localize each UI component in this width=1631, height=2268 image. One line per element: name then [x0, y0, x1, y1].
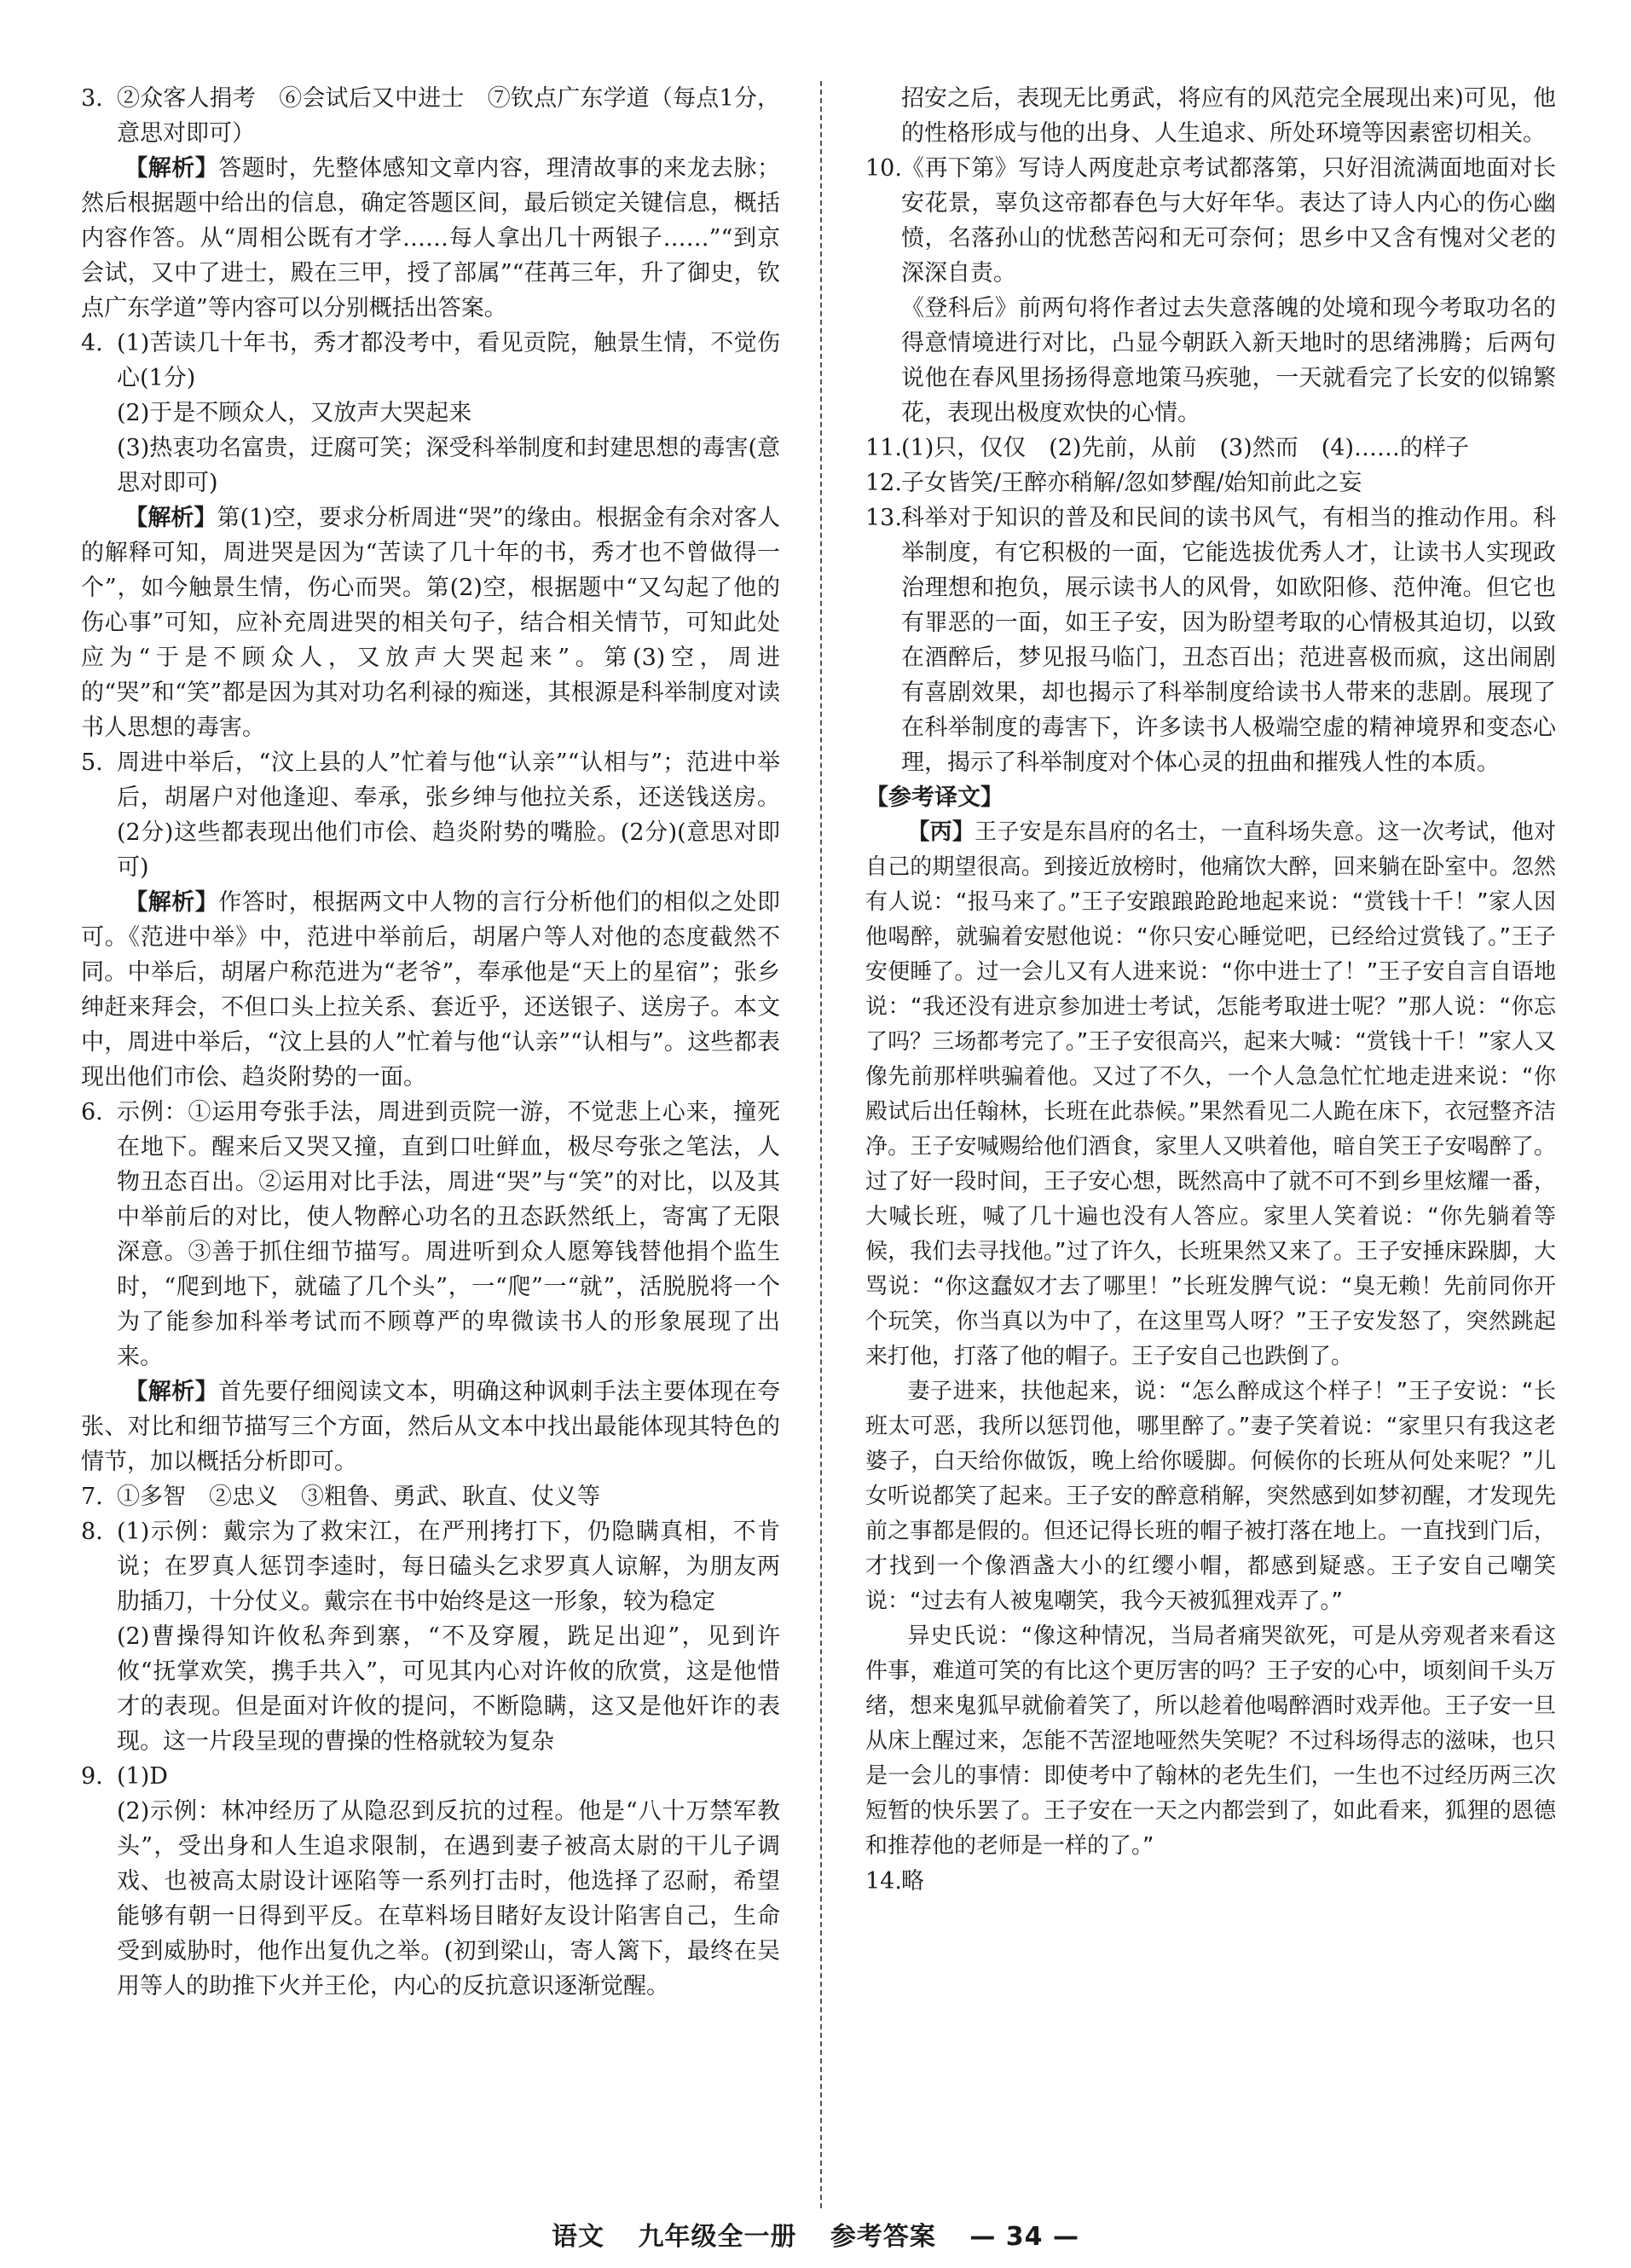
answer-text: ②众客人捐考 ⑥会试后又中进士 ⑦钦点广东学道（每点1分，意思对即可） — [117, 85, 780, 147]
answer-item-7 — [81, 1479, 780, 1514]
answer-text: (1)D — [117, 1763, 168, 1790]
answer-item-11 — [865, 431, 1556, 466]
answer-text: 招安之后，表现无比勇武，将应有的风范完全展现出来)可见，他的性格形成与他的出身、人生追求、所处环境等因素密切相关。 — [901, 85, 1556, 147]
answer-text: (2)示例：林冲经历了从隐忍到反抗的过程。他是“八十万禁军教头”，受出身和人生追求限制，在遇到妻子被高太尉的干儿子调戏、也被高太尉设计诬陷等一系列打击时，他选择了忍耐，希望能够有朝一日得到平反。在草料场目睹好友设计陷害自己，生命受到威胁时，他作出复仇之举。(初到梁山，寄人篱下，最终在吴用等人的助推下火并王伦，内心的反抗意识逐渐觉醒。 — [117, 1798, 780, 1999]
answer-item-9 — [81, 1759, 780, 2004]
page-footer — [0, 2215, 1631, 2253]
analysis-text: 作答时，根据两文中人物的言行分析他们的相似之处即可。《范进中举》中，范进中举前后，胡屠户等人对他的态度截然不同。中举后，胡屠户称范进为“老爷”，奉承他是“天上的星宿”；张乡绅赶来拜会，不但口头上拉关系、套近乎，还送银子、送房子。本文中，周进中举后，“汶上县的人”忙着与他“认亲”“认相与”。这些都表现出他们市侩、趋炎附势的一面。 — [81, 889, 781, 1091]
item-number: 14. — [865, 1868, 902, 1895]
answer-text: (1)只，仅仅 (2)先前，从前 (3)然而 (4)……的样子 — [901, 435, 1469, 461]
item-number: 7. — [81, 1484, 103, 1510]
item-number: 9. — [81, 1763, 103, 1790]
answer-text: (2)曹操得知许攸私奔到寨，“不及穿履，跣足出迎”，见到许攸“抚掌欢笑，携手共入”，可见其内心对许攸的欣赏，这是他惜才的表现。但是面对许攸的提问，不断隐瞒，这又是他奸诈的表现。这一片段呈现的曹操的性格就较为复杂 — [117, 1623, 780, 1755]
item-number: 13. — [865, 505, 902, 531]
translation-tag: 【丙】 — [907, 819, 975, 845]
answer-item-4 — [81, 326, 780, 500]
item-number: 4. — [81, 330, 103, 356]
item-number: 8. — [81, 1519, 103, 1545]
answer-text: 示例：①运用夸张手法，周进到贡院一游，不觉悲上心来，撞死在地下。醒来后又哭又撞，直到口吐鲜血，极尽夸张之笔法，人物丑态百出。②运用对比手法，周进“哭”与“笑”的对比，以及其中举前后的对比，使人物醉心功名的丑态跃然纸上，寄寓了无限深意。③善于抓住细节描写。周进听到众人愿筹钱替他捐个监生时，“爬到地下，就磕了几个头”，一“爬”一“就”，活脱脱将一个为了能参加科举考试而不顾尊严的卑微读书人的形象展现了出来。 — [117, 1099, 780, 1370]
answer-text: 子女皆笑/王醉亦稍解/忽如梦醒/始知前此之妄 — [901, 470, 1362, 496]
item-number: 10. — [865, 155, 902, 182]
answer-item-8 — [81, 1514, 780, 1759]
footer-section: 参考答案 — [830, 2222, 936, 2252]
answer-item-13 — [865, 500, 1556, 780]
item-number: 3. — [81, 85, 103, 112]
translation-text: 王子安是东昌府的名士，一直科场失意。这一次考试，他对自己的期望很高。到接近放榜时，他痛饮大醉，回来躺在卧室中。忽然有人说：“报马来了。”王子安踉踉跄跄地起来说：“赏钱十千！”家人因他喝醉，就骗着安慰他说：“你只安心睡觉吧，已经给过赏钱了。”王子安便睡了。过一会儿又有人进来说：“你中进士了！”王子安自言自语地说：“我还没有进京参加进士考试，怎能考取进士呢？”那人说：“你忘了吗？三场都考完了。”王子安很高兴，起来大喊：“赏钱十千！”家人又像先前那样哄骗着他。又过了不久，一个人急急忙忙地走进来说：“你殿试后出任翰林，长班在此恭候。”果然看见二人跪在床下，衣冠整齐洁净。王子安喊赐给他们酒食，家里人又哄着他，暗自笑王子安喝醉了。过了好一段时间，王子安心想，既然高中了就不可不到乡里炫耀一番，大喊长班，喊了几十遍也没有人答应。家里人笑着说：“你先躺着等候，我们去寻找他。”过了许久，长班果然又来了。王子安捶床跺脚，大骂说：“你这蠢奴才去了哪里！”长班发脾气说：“臭无赖！先前同你开个玩笑，你当真以为中了，在这里骂人呀？”王子安发怒了，突然跳起来打他，打落了他的帽子。王子安自己也跌倒了。 — [865, 819, 1556, 1369]
analysis-tag: 【解析】 — [124, 505, 217, 531]
answer-text: 科举对于知识的普及和民间的读书风气，有相当的推动作用。科举制度，有它积极的一面，它能选拔优秀人才，让读书人实现政治理想和抱负，展示读书人的风骨，如欧阳修、范仲淹。但它也有罪恶的一面，如王子安，因为盼望考取的心情极其迫切，以致在酒醉后，梦见报马临门，丑态百出；范进喜极而疯，这出闹剧有喜剧效果，却也揭示了科举制度给读书人带来的悲剧。展现了在科举制度的毒害下，许多读书人极端空虚的精神境界和变态心理，揭示了科举制度对个体心灵的扭曲和摧残人性的本质。 — [901, 505, 1556, 776]
answer-text: 《再下第》写诗人两度赴京考试都落第，只好泪流满面地面对长安花景，辜负这帝都春色与大好年华。表达了诗人内心的伤心幽愤，名落孙山的忧愁苦闷和无可奈何；思乡中又含有愧对父老的深深自责。 — [901, 155, 1556, 286]
right-column — [865, 81, 1556, 1899]
answer-text: ①多智 ②忠义 ③粗鲁、勇武、耿直、仗义等 — [117, 1484, 600, 1510]
answer-item-12 — [865, 466, 1556, 500]
footer-subject: 语文 — [552, 2222, 604, 2252]
analysis-paragraph — [81, 500, 780, 745]
translation-paragraph: 异史氏说：“像这种情况，当局者痛哭欲死，可是从旁观者来看这件事，难道可笑的有比这个更厉害的吗？王子安的心中，顷刻间千头万绪，想来鬼狐早就偷着笑了，所以趁着他喝醉酒时戏弄他。王子安一旦从床上醒过来，怎能不苦涩地哑然失笑呢？不过科场得志的滋味，也只是一会儿的事情：即使考中了翰林的老先生们，一生也不过经历两三次短暂的快乐罢了。王子安在一天之内都尝到了，如此看来，狐狸的恩德和推荐他的老师是一样的了。” — [865, 1623, 1556, 1859]
item-number: 5. — [81, 749, 103, 776]
answer-item-10 — [865, 151, 1556, 431]
analysis-paragraph — [81, 1374, 780, 1479]
translation-paragraph — [865, 815, 1556, 1374]
analysis-text: 首先要仔细阅读文本，明确这种讽刺手法主要体现在夸张、对比和细节描写三个方面，然后从文本中找出最能体现其特色的情节，加以概括分析即可。 — [81, 1379, 781, 1475]
translation-heading: 【参考译文】 — [865, 784, 1003, 811]
answer-item-14 — [865, 1864, 1556, 1899]
analysis-paragraph — [81, 885, 780, 1095]
answer-text: 《登科后》前两句将作者过去失意落魄的处境和现今考取功名的得意情境进行对比，凸显今朝跃入新天地时的思绪沸腾；后两句说他在春风里扬扬得意地策马疾驰，一天就看完了长安的似锦繁花，表现出极度欢快的心情。 — [901, 295, 1556, 426]
answer-item-6 — [81, 1095, 780, 1374]
answer-text: (2)于是不顾众人，又放声大哭起来 — [117, 400, 472, 426]
translation-paragraph: 妻子进来，扶他起来，说：“怎么醉成这个样子！”王子安说：“长班太可恶，我所以惩罚他，哪里醉了。”妻子笑着说：“家里只有我这老婆子，白天给你做饭，晚上给你暖脚。何候你的长班从何处来呢？”儿女听说都笑了起来。王子安的醉意稍解，突然感到如梦初醒，才发现先前之事都是假的。但还记得长班的帽子被打落在地上。一直找到门后，才找到一个像酒盏大小的红缨小帽，都感到疑惑。王子安自己嘲笑说：“过去有人被鬼嘲笑，我今天被狐狸戏弄了。” — [865, 1379, 1556, 1614]
item-number: 11. — [865, 435, 902, 461]
answer-item-5 — [81, 745, 780, 885]
answer-item-9-continued — [865, 81, 1556, 151]
footer-grade: 九年级全一册 — [638, 2222, 797, 2252]
answer-item-3 — [81, 81, 780, 151]
answer-text: 略 — [901, 1868, 924, 1895]
analysis-tag: 【解析】 — [124, 155, 219, 182]
answer-text: (1)示例：戴宗为了救宋江，在严刑拷打下，仍隐瞒真相，不肯说；在罗真人惩罚李逵时，每日磕头乞求罗真人谅解，为朋友两肋插刀，十分仗义。戴宗在书中始终是这一形象，较为稳定 — [117, 1519, 780, 1615]
item-number: 12. — [865, 470, 902, 496]
analysis-tag: 【解析】 — [124, 889, 219, 916]
analysis-text: 答题时，先整体感知文章内容，理清故事的来龙去脉；然后根据题中给出的信息，确定答题区间，最后锁定关键信息，概括内容作答。从“周相公既有才学……每人拿出几十两银子……”“到京会试，又中了进士，殿在三甲，授了部属”“荏苒三年，升了御史，钦点广东学道”等内容可以分别概括出答案。 — [81, 155, 781, 321]
left-column — [81, 81, 780, 2004]
answer-text: (3)热衷功名富贵，迂腐可笑；深受科举制度和封建思想的毒害(意思对即可) — [117, 435, 780, 496]
page-number: — 34 — — [969, 2222, 1079, 2252]
analysis-text: 第(1)空，要求分析周进“哭”的缘由。根据金有余对客人的解释可知，周进哭是因为“苦读了几十年的书，秀才也不曾做得一个”，如今触景生情，伤心而哭。第(2)空，根据题中“又勾起了他的伤心事”可知，应补充周进哭的相关句子，结合相关情节，可知此处应为“于是不顾众人，又放声大哭起来”。第(3)空，周进的“哭”和“笑”都是因为其对功名利禄的痴迷，其根源是科举制度对读书人思想的毒害。 — [81, 505, 780, 741]
answer-text: 周进中举后，“汶上县的人”忙着与他“认亲”“认相与”；范进中举后，胡屠户对他逢迎、奉承，张乡绅与他拉关系，还送钱送房。(2分)这些都表现出他们市侩、趋炎附势的嘴脸。(2分)(意思对即可) — [117, 749, 780, 881]
analysis-tag: 【解析】 — [124, 1379, 219, 1405]
answer-text: (1)苦读几十年书，秀才都没考中，看见贡院，触景生情，不觉伤心(1分) — [117, 330, 780, 391]
column-divider — [820, 81, 822, 2208]
item-number: 6. — [81, 1099, 103, 1125]
analysis-paragraph — [81, 151, 780, 326]
